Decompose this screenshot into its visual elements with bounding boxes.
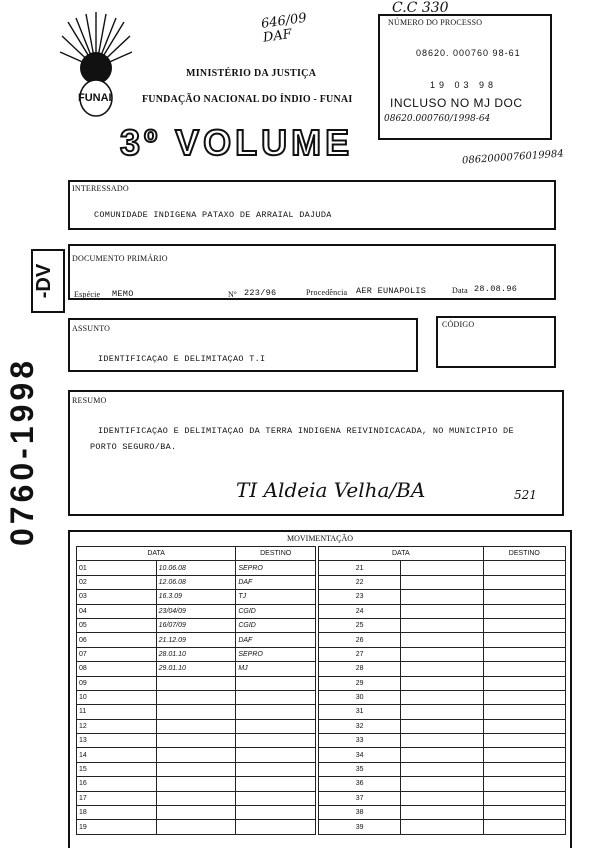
resumo-label: RESUMO	[72, 396, 107, 405]
table-row	[319, 705, 566, 719]
row-number: 02	[77, 575, 157, 589]
row-date	[156, 791, 236, 805]
table-row	[77, 604, 316, 618]
table-row	[319, 561, 566, 575]
row-date	[401, 791, 483, 805]
row-number: 10	[77, 690, 157, 704]
table-row	[77, 705, 316, 719]
numero-value: 223/96	[244, 288, 277, 298]
row-date	[401, 806, 483, 820]
assunto-value: IDENTIFICAÇAO E DELIMITAÇAO T.I	[98, 354, 266, 364]
row-date	[401, 676, 483, 690]
table-row	[319, 676, 566, 690]
data-value: 28.08.96	[474, 284, 518, 294]
row-number: 01	[77, 561, 157, 575]
row-number: 21	[319, 561, 401, 575]
table-row	[319, 791, 566, 805]
row-number: 15	[77, 762, 157, 776]
row-number: 35	[319, 762, 401, 776]
table-row	[77, 777, 316, 791]
row-number: 34	[319, 748, 401, 762]
row-date	[401, 777, 483, 791]
row-destination	[483, 561, 565, 575]
table-row	[319, 633, 566, 647]
assunto-box	[68, 318, 418, 372]
row-destination	[483, 806, 565, 820]
process-handwritten-ref: 08620.000760/1998-64	[384, 114, 491, 124]
table-row	[319, 719, 566, 733]
table-row	[319, 662, 566, 676]
row-number: 37	[319, 791, 401, 805]
documento-primario-box	[68, 244, 556, 300]
ministry-title: MINISTÉRIO DA JUSTIÇA	[186, 68, 317, 79]
row-number: 06	[77, 633, 157, 647]
row-destination: MJ	[236, 662, 316, 676]
row-destination	[483, 734, 565, 748]
table-row	[319, 777, 566, 791]
handwritten-top-note: 646/09 DAF	[260, 10, 308, 46]
process-number-label: NÚMERO DO PROCESSO	[388, 18, 483, 27]
row-destination: DAF	[236, 633, 316, 647]
row-date: 21.12.09	[156, 633, 236, 647]
table-row	[77, 719, 316, 733]
interessado-label: INTERESSADO	[72, 184, 129, 193]
row-destination	[483, 820, 565, 834]
codigo-box	[436, 316, 556, 368]
row-number: 38	[319, 806, 401, 820]
table-row	[77, 676, 316, 690]
data-label: Data	[452, 286, 468, 295]
table-row	[77, 647, 316, 661]
row-destination	[483, 647, 565, 661]
col-data-header: DATA	[77, 547, 236, 561]
col-destino-header: DESTINO	[236, 547, 316, 561]
table-row	[77, 618, 316, 632]
row-destination	[236, 748, 316, 762]
row-number: 09	[77, 676, 157, 690]
side-reference: 0862000076019984	[461, 148, 565, 167]
volume-stamp	[120, 122, 353, 162]
row-date: 16.3.09	[156, 590, 236, 604]
table-row	[319, 590, 566, 604]
codigo-label: CÓDIGO	[442, 320, 475, 329]
row-number: 13	[77, 734, 157, 748]
table-row	[77, 662, 316, 676]
row-number: 11	[77, 705, 157, 719]
row-number: 04	[77, 604, 157, 618]
row-destination	[236, 676, 316, 690]
process-incluso-stamp: INCLUSO NO MJ DOC	[390, 96, 523, 110]
row-destination	[483, 777, 565, 791]
row-number: 36	[319, 777, 401, 791]
row-destination	[483, 748, 565, 762]
row-destination: SEPRO	[236, 561, 316, 575]
table-row	[77, 791, 316, 805]
row-date	[156, 719, 236, 733]
row-number: 18	[77, 806, 157, 820]
resumo-box	[68, 390, 564, 516]
row-number: 14	[77, 748, 157, 762]
logo-text: FUNAI	[78, 92, 112, 104]
row-destination	[236, 777, 316, 791]
row-number: 16	[77, 777, 157, 791]
row-number: 07	[77, 647, 157, 661]
table-row	[319, 806, 566, 820]
assunto-label: ASSUNTO	[72, 324, 111, 333]
row-destination: CGID	[236, 618, 316, 632]
row-date: 23/04/09	[156, 604, 236, 618]
row-destination: TJ	[236, 590, 316, 604]
row-destination	[236, 734, 316, 748]
row-number: 27	[319, 647, 401, 661]
row-number: 08	[77, 662, 157, 676]
table-row	[319, 604, 566, 618]
row-destination	[483, 618, 565, 632]
row-date	[401, 633, 483, 647]
row-destination	[236, 719, 316, 733]
row-destination	[483, 705, 565, 719]
vertical-process-stamp	[4, 306, 44, 546]
table-row	[319, 762, 566, 776]
row-destination	[483, 762, 565, 776]
row-destination: CGID	[236, 604, 316, 618]
table-row	[319, 820, 566, 834]
row-date	[401, 604, 483, 618]
row-destination	[483, 590, 565, 604]
row-number: 05	[77, 618, 157, 632]
dv-text: -DV	[33, 263, 55, 299]
dv-stamp	[31, 249, 65, 313]
row-date	[156, 806, 236, 820]
col-data-header-right: DATA	[319, 547, 484, 561]
row-date	[401, 705, 483, 719]
row-date	[401, 734, 483, 748]
row-number: 39	[319, 820, 401, 834]
interessado-box	[68, 180, 556, 230]
row-date	[156, 676, 236, 690]
table-row	[319, 575, 566, 589]
row-date	[156, 734, 236, 748]
table-row	[77, 762, 316, 776]
procedencia-label: Procedência	[306, 288, 348, 297]
table-row	[77, 590, 316, 604]
row-date: 12.06.08	[156, 575, 236, 589]
table-row	[319, 647, 566, 661]
funai-logo	[58, 12, 134, 124]
resumo-handwritten-code: 521	[514, 488, 537, 502]
especie-label: Espécie	[74, 290, 101, 299]
row-number: 25	[319, 618, 401, 632]
interessado-value: COMUNIDADE INDIGENA PATAXO DE ARRAIAL DAJUDA	[94, 210, 332, 220]
row-date	[156, 690, 236, 704]
row-destination	[483, 633, 565, 647]
row-destination: SEPRO	[236, 647, 316, 661]
documento-label: DOCUMENTO PRIMÁRIO	[72, 254, 168, 263]
table-row	[77, 748, 316, 762]
row-number: 32	[319, 719, 401, 733]
table-row	[319, 690, 566, 704]
row-number: 19	[77, 820, 157, 834]
row-destination	[236, 806, 316, 820]
resumo-line-2: PORTO SEGURO/BA.	[90, 442, 177, 452]
row-number: 30	[319, 690, 401, 704]
row-destination	[236, 690, 316, 704]
row-destination	[483, 719, 565, 733]
row-destination	[483, 604, 565, 618]
row-destination	[483, 791, 565, 805]
row-number: 24	[319, 604, 401, 618]
volume-stamp-text: 3º VOLUME	[120, 122, 354, 163]
movimentacao-title: MOVIMENTAÇÃO	[286, 534, 354, 543]
row-number: 17	[77, 791, 157, 805]
handwritten-cc: C.C 330	[392, 0, 449, 16]
row-destination	[236, 762, 316, 776]
table-row	[77, 561, 316, 575]
row-destination: DAF	[236, 575, 316, 589]
row-date	[156, 705, 236, 719]
row-number: 29	[319, 676, 401, 690]
row-destination	[236, 820, 316, 834]
row-date: 10.06.08	[156, 561, 236, 575]
row-number: 33	[319, 734, 401, 748]
table-row	[77, 820, 316, 834]
row-number: 22	[319, 575, 401, 589]
procedencia-value: AER EUNAPOLIS	[356, 286, 427, 296]
row-date	[401, 662, 483, 676]
especie-value: MEMO	[112, 289, 134, 299]
row-number: 28	[319, 662, 401, 676]
table-row	[319, 618, 566, 632]
row-date	[401, 575, 483, 589]
table-row	[77, 734, 316, 748]
row-destination	[483, 676, 565, 690]
row-number: 03	[77, 590, 157, 604]
row-number: 23	[319, 590, 401, 604]
row-date: 16/07/09	[156, 618, 236, 632]
feather-headdress-icon	[58, 12, 134, 124]
row-date	[401, 748, 483, 762]
row-date	[401, 690, 483, 704]
row-destination	[236, 791, 316, 805]
row-date	[401, 820, 483, 834]
table-row	[319, 734, 566, 748]
row-date	[401, 590, 483, 604]
row-destination	[236, 705, 316, 719]
row-destination	[483, 690, 565, 704]
row-number: 26	[319, 633, 401, 647]
row-date	[401, 647, 483, 661]
row-date	[401, 762, 483, 776]
col-destino-header-right: DESTINO	[483, 547, 565, 561]
table-row	[319, 748, 566, 762]
row-date	[401, 719, 483, 733]
table-row	[77, 806, 316, 820]
process-number-box	[378, 14, 552, 140]
movimentacao-table-left	[76, 546, 316, 835]
table-row	[77, 575, 316, 589]
row-destination	[483, 575, 565, 589]
process-number-value: 08620. 000760 98-61	[416, 48, 521, 58]
foundation-title: FUNDAÇÃO NACIONAL DO ÍNDIO - FUNAI	[142, 94, 353, 105]
row-date	[401, 561, 483, 575]
row-date: 29.01.10	[156, 662, 236, 676]
vertical-process-number: 0760-1998	[4, 356, 40, 546]
row-date	[156, 820, 236, 834]
row-date	[156, 762, 236, 776]
table-row	[77, 690, 316, 704]
row-number: 12	[77, 719, 157, 733]
row-date: 28.01.10	[156, 647, 236, 661]
table-row	[77, 633, 316, 647]
process-date: 19 03 98	[430, 80, 498, 90]
row-date	[401, 618, 483, 632]
resumo-handwritten: TI Aldeia Velha/BA	[236, 478, 426, 502]
row-number: 31	[319, 705, 401, 719]
row-date	[156, 777, 236, 791]
row-destination	[483, 662, 565, 676]
row-date	[156, 748, 236, 762]
numero-label: Nº	[228, 290, 237, 299]
movimentacao-table-right	[318, 546, 566, 835]
resumo-line-1: IDENTIFICAÇAO E DELIMITAÇAO DA TERRA INDIGENA REIVINDICACADA, NO MUNICIPIO DE	[98, 426, 514, 436]
